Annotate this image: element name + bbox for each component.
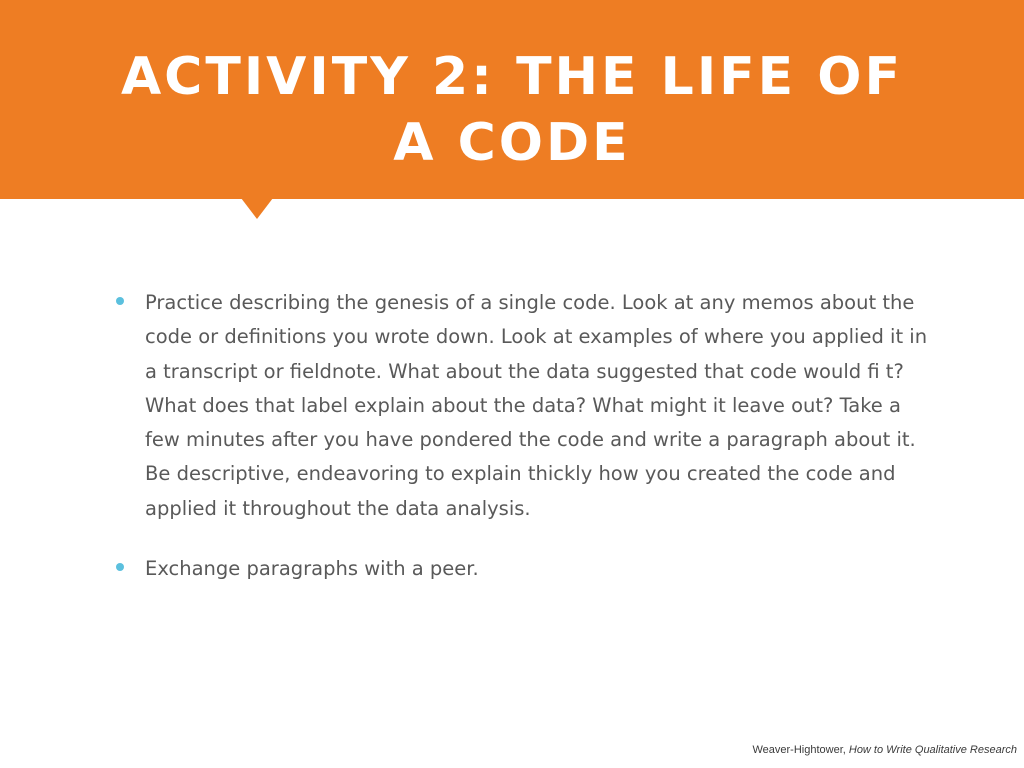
banner-pointer	[241, 198, 273, 219]
footer-citation	[752, 744, 1017, 756]
slide-title	[60, 44, 964, 176]
footer-author: Weaver-Hightower,	[752, 744, 849, 756]
bullet-text: Practice describing the genesis of a single code. Look at any memos about the code or definitions you wrote down. Look at examples of where you applied it in a transcript or fieldnote. What about the data suggested that code would fi t? What does that label explain about the data? What might it leave out? Take a few minutes after you have pondered the code and write a paragraph about it. Be descriptive, endeavoring to explain thickly how you created the code and applied it throughout the data analysis.	[145, 291, 928, 520]
slide-title-line-2: A CODE	[393, 113, 631, 173]
slide-title-line-1: ACTIVITY 2: THE LIFE OF	[120, 47, 904, 107]
bullet-item	[116, 552, 936, 586]
bullet-dot-icon	[116, 297, 124, 305]
bullet-text: Exchange paragraphs with a peer.	[145, 557, 479, 581]
bullet-dot-icon	[116, 563, 124, 571]
bullet-list	[116, 286, 936, 586]
bullet-item	[116, 286, 936, 526]
title-banner	[0, 0, 1024, 199]
footer-book-title: How to Write Qualitative Research	[848, 744, 1017, 756]
